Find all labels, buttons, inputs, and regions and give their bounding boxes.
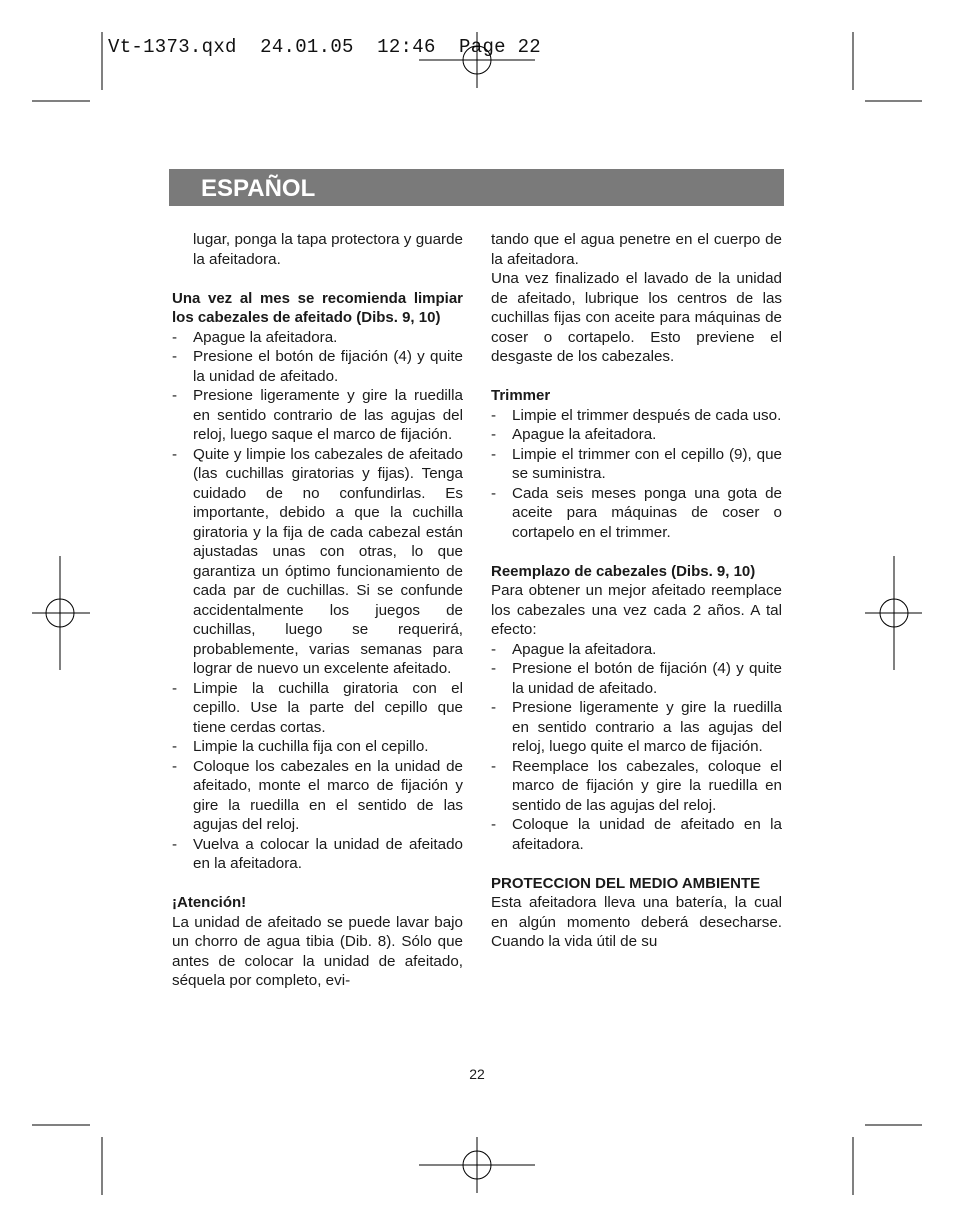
list-item: - Apague la afeitadora. [491, 426, 657, 443]
replace-list [491, 640, 782, 855]
registration-mark-bottom [419, 1137, 535, 1193]
trimmer-list [491, 406, 782, 543]
page-number: 22 [469, 1066, 485, 1082]
lubricate-paragraph: Una vez finalizado el lavado de la unidad de afeitado, lubrique los centros de las cuchillas fijas con aceite para máquinas de coser o cortapelo. Esto previene el desgaste de los cabezales. [491, 270, 782, 365]
replace-paragraph: Para obtener un mejor afeitado reemplace los cabezales una vez cada 2 años. A tal efecto: [491, 582, 782, 638]
replace-heading: Reemplazo de cabezales (Dibs. 9, 10) [491, 562, 756, 580]
list-item: - Quite y limpie los cabezales de afeitado (las cuchillas giratorias y fijas). Tenga cuidado de no confundirlas. Es importante, debido a que la cuchilla giratoria y la fija de cada cabezal están ajustadas unas con otras, lo que garantiza un óptimo funcionamiento de cada par de cuchillas. Si se confunde accidentalmente los juegos de cuchillas, luego se requerirá, probablemente, varias semanas para lograr de nuevo un excelente afeitado. [172, 445, 463, 677]
attention-heading: ¡Atención! [172, 894, 247, 911]
list-item: - Presione ligeramente y gire la ruedilla en sentido contrario de las agujas del reloj, luego saque el marco de fijación. [172, 387, 463, 443]
list-item: - Limpie el trimmer después de cada uso. [491, 406, 782, 424]
list-item: - Coloque los cabezales en la unidad de afeitado, monte el marco de fijación y gire la ruedilla en el sentido de las agujas del reloj. [172, 757, 463, 833]
registration-mark-right [865, 556, 922, 670]
continued-paragraph: tando que el agua penetre en el cuerpo de la afeitadora. [491, 231, 782, 268]
attention-paragraph: La unidad de afeitado se puede lavar bajo un chorro de agua tibia (Dib. 8). Sólo que antes de colocar la unidad de afeitado, séquela por completo, evi- [172, 913, 463, 989]
list-item: - Apague la afeitadora. [172, 328, 338, 346]
list-item: - Limpie la cuchilla giratoria con el cepillo. Use la parte del cepillo que tiene cerdas cortas. [172, 679, 463, 736]
list-item: - Presione el botón de fijación (4) y quite la unidad de afeitado. [491, 660, 782, 697]
list-item: - Limpie el trimmer con el cepillo (9), que se suministra. [491, 445, 782, 482]
list-item: - Cada seis meses ponga una gota de aceite para máquinas de coser o cortapelo en el trimmer. [491, 484, 782, 541]
print-slug: Vt-1373.qxd 24.01.05 12:46 Page 22 [108, 36, 541, 58]
registration-mark-left [32, 556, 90, 670]
list-item: - Limpie la cuchilla fija con el cepillo. [172, 738, 429, 755]
list-item: - Apague la afeitadora. [491, 640, 657, 658]
left-column [172, 230, 463, 991]
monthly-cleaning-heading: Una vez al mes se recomienda limpiar los cabezales de afeitado (Dibs. 9, 10) [172, 289, 463, 326]
section-title: ESPAÑOL [201, 175, 316, 202]
trimmer-heading: Trimmer [491, 387, 551, 404]
list-item: - Vuelva a colocar la unidad de afeitado en la afeitadora. [172, 835, 463, 872]
list-item: - Presione ligeramente y gire la ruedilla en sentido contrario a las agujas del reloj, luego quite el marco de fijación. [491, 699, 782, 755]
section-banner [169, 169, 784, 206]
list-item: - Presione el botón de fijación (4) y quite la unidad de afeitado. [172, 348, 463, 385]
intro-paragraph: lugar, ponga la tapa protectora y guarde la afeitadora. [193, 231, 463, 268]
list-item: - Reemplace los cabezales, coloque el marco de fijación y gire la ruedilla en sentido de las agujas del reloj. [491, 757, 782, 814]
environment-heading: PROTECCION DEL MEDIO AMBIENTE [491, 874, 761, 892]
monthly-cleaning-list [172, 328, 463, 874]
environment-paragraph: Esta afeitadora lleva una batería, la cual en algún momento deberá desecharse. Cuando la vida útil de su [491, 894, 782, 950]
list-item: - Coloque la unidad de afeitado en la afeitadora. [491, 816, 782, 853]
right-column [491, 230, 782, 952]
